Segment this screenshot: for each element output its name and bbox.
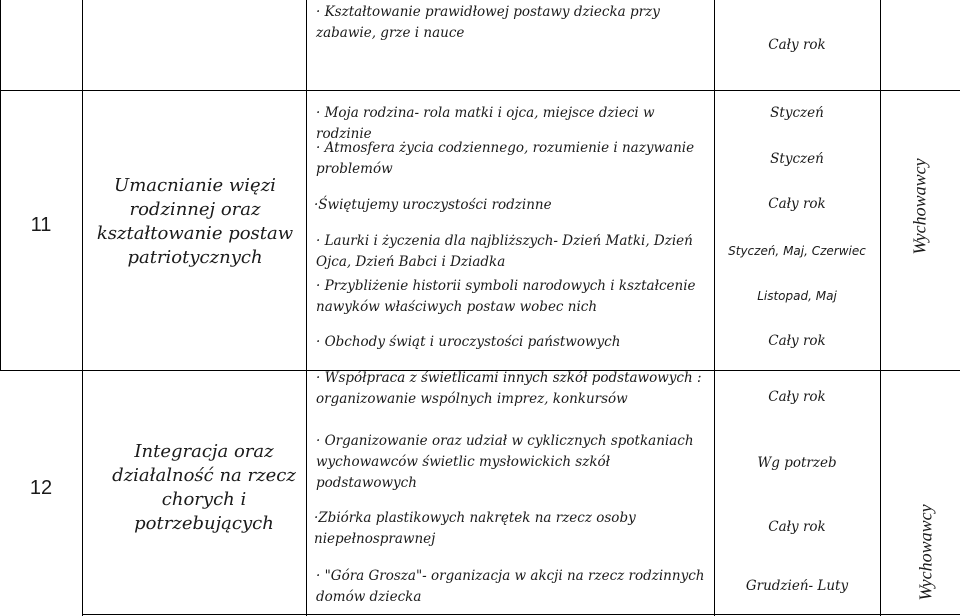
task-text: · Laurki i życzenia dla najbliższych- Dzień Matki, Dzień Ojca, Dzień Babci i Dziadka [316,233,693,270]
task-text: · Współpraca z świetlicami innych szkół podstawowych : organizowanie wspólnych imprez, konkursów [316,370,702,407]
task-text: · Moja rodzina- rola matki i ojca, miejsce dzieci w rodzinie [316,105,655,142]
task-text: ·Zbiórka plastikowych nakrętek na rzecz osoby niepełnosprawnej [314,510,636,547]
task-text: · Organizowanie oraz udział w cyklicznych spotkaniach wychowawców świetlic mysłowickich szkół podstawowych [316,433,694,491]
task-term: Cały rok [768,37,826,53]
row-number: 12 [29,477,53,499]
grid-line-col5 [880,0,881,616]
grid-line-left [0,0,1,370]
task-term: Cały rok [768,196,826,212]
task-term: Styczeń, Maj, Czerwiec [728,244,866,258]
row-number: 11 [30,214,52,236]
responsible-label: Wychowawcy [915,504,936,601]
task-text: · Obchody świąt i uroczystości państwowych [316,334,621,350]
task-text: · Przybliżenie historii symboli narodowych i kształcenie nawyków właściwych postaw wobec nich [316,278,696,315]
task-term: Listopad, Maj [757,289,837,303]
task-term: Wg potrzeb [757,455,837,471]
task-text: · Atmosfera życia codziennego, rozumienie i nazywanie problemów [316,140,695,177]
grid-line-col2 [82,0,83,370]
task-text: · Kształtowanie prawidłowej postawy dziecka przy zabawie, grze i nauce [316,4,660,41]
task-term: Styczeń [770,151,824,167]
grid-line-row [0,90,960,91]
task-term: Cały rok [768,519,826,535]
grid-line-left [82,370,83,616]
responsible-label: Wychowawcy [909,158,930,255]
grid-line-col3 [306,0,307,616]
area-title: Integracja oraz działalność na rzecz chorych i potrzebujących [112,441,296,534]
task-term: Styczeń [770,105,824,121]
task-text: ·Świętujemy uroczystości rodzinne [314,197,552,213]
task-term: Grudzień- Luty [745,578,849,594]
task-text: · "Góra Grosza"- organizacja w akcji na rzecz rodzinnych domów dziecka [316,568,705,605]
area-title: Umacnianie więzi rodzinnej oraz kształtowanie postaw patriotycznych [96,175,294,268]
task-term: Cały rok [768,389,826,405]
grid-line-row [82,614,960,615]
task-term: Cały rok [768,333,826,349]
